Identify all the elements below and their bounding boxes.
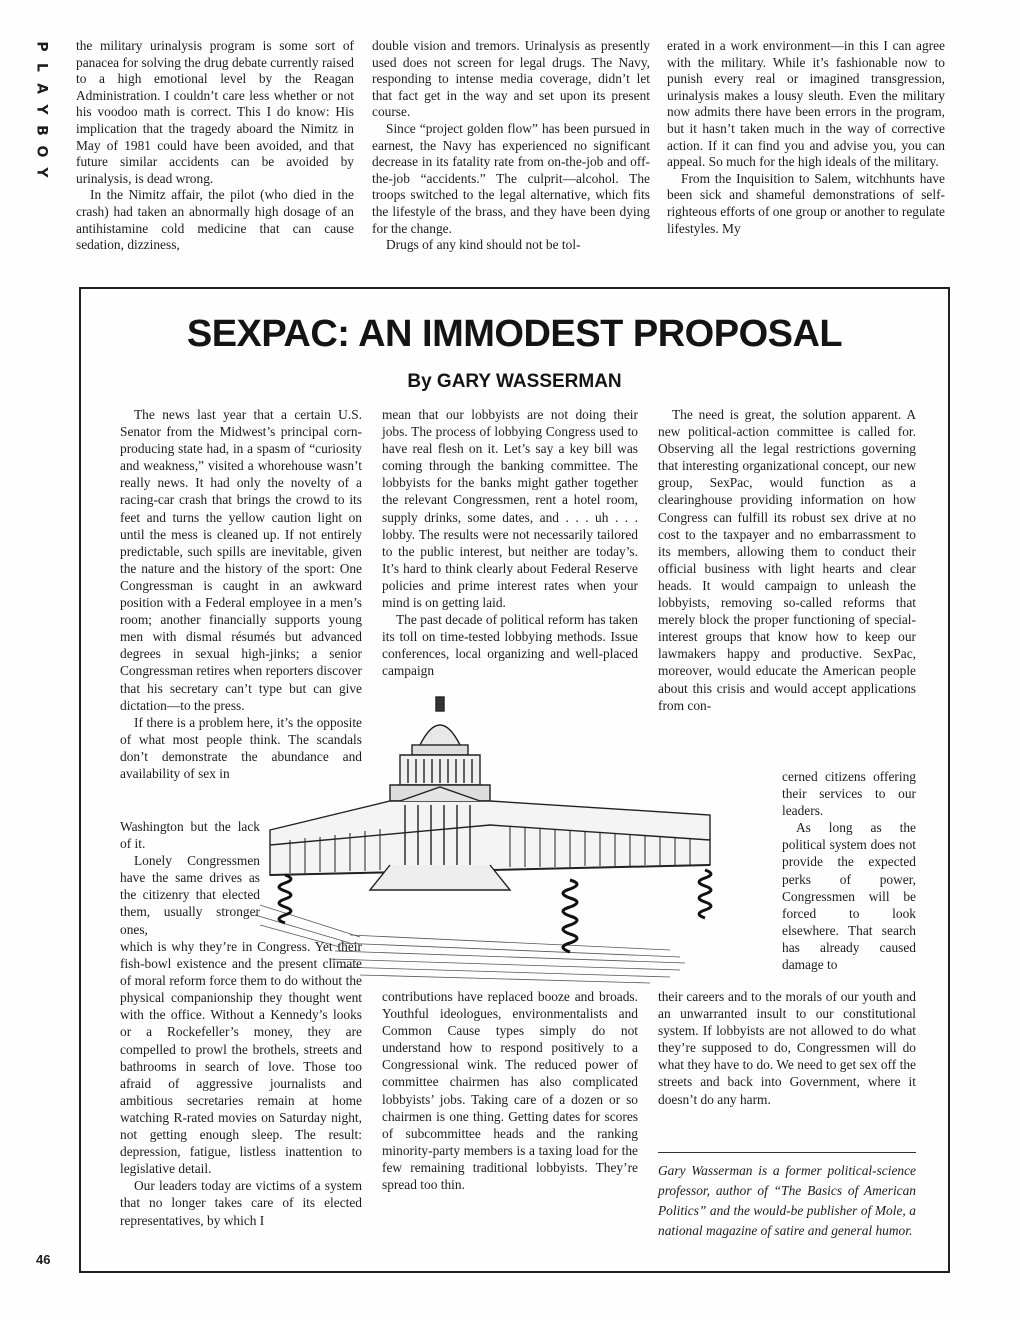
article-column-3-lower [658,988,916,1108]
paragraph: Since “project golden flow” has been pursued in earnest, the Navy has experienced no significant decrease in its fatality rate from on-the-job and off-the-job “accidents.” The culprit—alcohol. The troops switched to the legal alternative, which fits the lifestyle of the brass, and they have been dying for the change. [372,120,650,236]
article-column-1 [120,406,362,782]
paragraph: Washington but the lack of it. [120,819,260,852]
top-column-2 [372,38,650,254]
top-column-1 [76,38,354,254]
paragraph: contributions have replaced booze and broads. Youthful ideologues, environmentalists and Common Cause types simply do not understand how to respond positively to a Congressional wink. The reduced power of committee chairmen has also complicated lobbyists’ jobs. Taking care of a dozen or so chairmen is one thing. Getting dates for scores of subcommittee heads and the ranking minority-party members is a taxing load for the few remaining traditional lobbyists. They’re spread too thin. [382,989,638,1193]
page-number: 46 [36,1252,51,1267]
paragraph: Our leaders today are victims of a system that no longer takes care of its elected representatives, by which I [120,1178,362,1228]
paragraph: the military urinalysis program is some sort of panacea for solving the drug debate currently raised to a high emotional level by the Reagan Administration. I couldn’t care less whether or not his voodoo math is correct. This I do know: His implication that the tragedy aboard the Nimitz in May of 1981 could have been avoided, and that future similar accidents can be avoided by urinalysis, is dead wrong. [76,38,354,186]
side-tab-letter: Y [33,104,50,115]
paragraph: their careers and to the morals of our youth and an unwarranted insult to our constitutional system. If lobbyists are not allowed to do what they’re supposed to do, Congressmen will do what they have to do. We need to get sex off the streets and back into Government, where it doesn’t do any harm. [658,989,916,1107]
paragraph: From the Inquisition to Salem, witchhunts have been sick and shameful demonstrations of self-righteous efforts of one group or another to regulate lifestyles. My [667,170,945,236]
magazine-side-tab [34,36,48,183]
article-column-1-lower [120,938,362,1229]
top-column-3 [667,38,945,237]
side-tab-letter: B [33,125,50,136]
side-tab-letter: L [33,63,50,72]
article-column-2 [382,406,638,680]
side-tab-letter: O [33,145,50,158]
paragraph: erated in a work environment—in this I can agree with the military. While it’s fashionable now to punish every real or imagined transgression, urinalysis makes a lousy sleuth. Even the military now admits there have been errors in the program, but it hasn’t taken much in the way of corrective action. If it can find you and advise you, you can appeal. So much for the high ideals of the military. [667,38,945,170]
paragraph: double vision and tremors. Urinalysis as presently used does not screen for legal drugs. The Navy, responding to intense media coverage, didn’t let that fact get in the way and set upon its present course. [372,38,650,120]
paragraph: Lonely Congressmen have the same drives as the citizenry that elected them, usually stronger ones, [120,853,260,937]
side-tab-letter: P [33,41,50,52]
article-column-1-wrap [120,818,260,938]
paragraph: cerned citizens offering their services to our leaders. [782,769,916,819]
author-bio: Gary Wasserman is a former political-science professor, author of “The Basics of American Politics” and the would-be publisher of Mole, a national magazine of satire and general humor. [658,1152,916,1241]
article-column-3-wrap [782,768,916,973]
paragraph: Drugs of any kind should not be tol- [386,237,581,253]
paragraph: mean that our lobbyists are not doing their jobs. The process of lobbying Congress used to have real flesh on it. Let’s say a key bill was coming through the banking committee. The lobbyists for the banks might gather together the relevant Congressmen, rent a hotel room, supply drinks, some dates, and . . . uh . . . lobby. The results were not necessarily tailored to the public interest, but neither are today’s. It’s hard to think clearly about Federal Reserve policies and prime interest rates when your mind is on getting laid. [382,407,638,611]
paragraph: which is why they’re in Congress. Yet their fish-bowl existence and the present climate of moral reform force them to do without the physical companionship they thought went with the office. Without a Kennedy’s looks or a Rockefeller’s money, they are compelled to prowl the brothels, streets and bathrooms in search of love. Those too afraid of aggressive journalists and ambitious secretaries remain at home watching R-rated movies on Saturday night, not getting enough sleep. The result: depression, fatigue, listless inattention to legislative detail. [120,939,362,1177]
paragraph: The past decade of political reform has taken its toll on time-tested lobbying methods. Issue conferences, local organizing and well-placed campaign [382,612,638,679]
paragraph: In the Nimitz affair, the pilot (who died in the crash) had taken an abnormally high dosage of an antihistamine cold medicine that can cause sedation, dizziness, [76,187,354,253]
article-headline: SEXPAC: AN IMMODEST PROPOSAL [186,313,843,355]
paragraph: The need is great, the solution apparent. A new political-action committee is called for. Observing all the legal restrictions governing that interesting organizational concept, our new group, SexPac, would function as a clearinghouse providing information on how Congress can fulfill its robust sex drive at no cost to the taxpayer and no embarrassment to its members, allowing them to conduct their official business with light hearts and clear heads. It would campaign to unleash the lobbyists, removing so-called reforms that merely block the proper functioning of special-interest groups that know how to keep our lawmakers happy and productive. SexPac, moreover, would educate the American people about this crisis and would accept applications from con- [658,407,916,713]
side-tab-letter: A [33,83,50,94]
article-column-2-lower [382,988,638,1193]
article-column-3 [658,406,916,714]
paragraph: The news last year that a certain U.S. Senator from the Midwest’s principal corn-producing state had, in a spasm of “curiosity and weakness,” visited a whorehouse wasn’t really news. It had only the novelty of a racing-car crash that brings the crowd to its feet and turns the yellow caution light on until the mess is cleaned up. If not entirely predictable, such spills are inevitable, given the nature and the history of the sport: One Congressman is caught in an awkward position with a Federal employee in a men’s room; another financially supports young men with dismal résumés but advanced degrees in sexual high-jinks; a senior Congressman retires when reporters discover that his secretary can’t type but can give dictation—to the press. [120,407,362,713]
paragraph: If there is a problem here, it’s the opposite of what most people think. The scandals don’t demonstrate the abundance and availability of sex in [120,714,362,781]
article-byline: By GARY WASSERMAN [407,371,622,392]
side-tab-letter: Y [33,167,50,178]
paragraph: As long as the political system does not provide the expected perks of power, Congressmen will be forced to look elsewhere. That search has already caused damage to [782,820,916,973]
